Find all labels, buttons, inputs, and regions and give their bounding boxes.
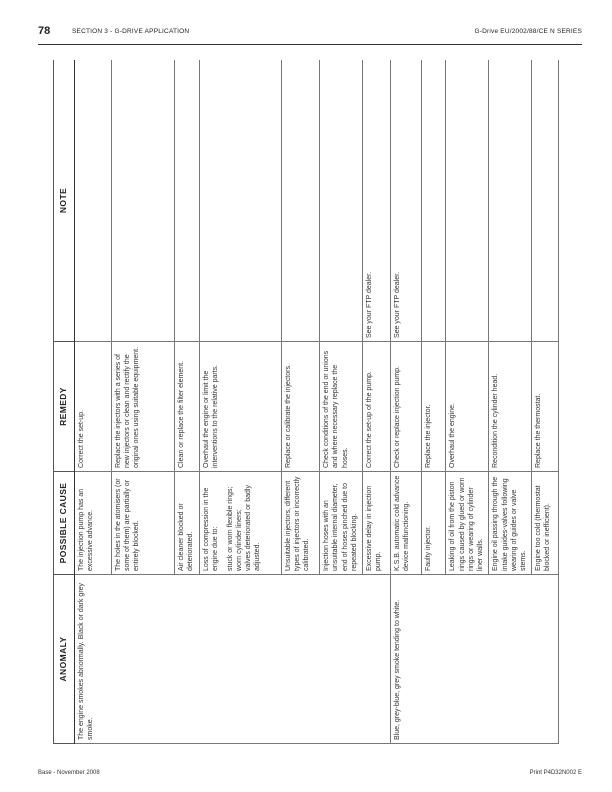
- cause-cell: Excessive delay in injection pump.: [362, 472, 391, 575]
- table-header-row: [54, 60, 75, 744]
- note-cell: [446, 60, 489, 342]
- cause-cell: Engine oil passing through the intake guides-valves following wearing of guides or valve stems.: [489, 472, 532, 575]
- remedy-cell: Overhaul the engine.: [446, 342, 489, 472]
- section-title: SECTION 3 - G-DRIVE APPLICATION: [72, 28, 190, 35]
- anomaly-cell: Blue, grey-blue, grey smoke tending to white.: [391, 575, 559, 744]
- remedy-cell: Replace or calibrate the injectors.: [281, 342, 320, 472]
- header-rule: [38, 44, 582, 45]
- footer-print-code: Print P4D32N002 E: [529, 770, 582, 776]
- cause-subitem: stuck or worn flexible rings;: [226, 486, 234, 571]
- remedy-cell: Recondition the cylinder head.: [489, 342, 532, 472]
- remedy-cell: Overhaul the engine or limit the interventions to the relative parts.: [199, 342, 281, 472]
- remedy-cell: Replace the thermostat.: [532, 342, 559, 472]
- note-cell: [75, 60, 112, 342]
- cause-cell: Engine too cold (thermostat blocked or inefficient).: [532, 472, 559, 575]
- note-cell: [320, 60, 362, 342]
- cause-cell: K.S.B. automatic cold advance device malfunctioning.: [391, 472, 422, 575]
- note-cell: [111, 60, 174, 342]
- cause-cell: Faulty injector.: [421, 472, 446, 575]
- remedy-cell: Check conditions of the end or unions and where necessary replace the hoses.: [320, 342, 362, 472]
- footer-edition: Base - November 2008: [38, 770, 100, 776]
- cause-cell: Air cleaner blocked or deteriorated.: [175, 472, 200, 575]
- column-header-possible-cause: POSSIBLE CAUSE: [54, 472, 75, 575]
- remedy-cell: Replace the injectors with a series of new injectors or clean and rectify the original ones using suitable equipment.: [111, 342, 174, 472]
- note-cell: [199, 60, 281, 342]
- note-cell: [532, 60, 559, 342]
- anomaly-cell: The engine smokes abnormally. Black or dark grey smoke.: [75, 575, 391, 744]
- column-header-anomaly: ANOMALY: [54, 575, 75, 744]
- rotated-table-wrapper: [53, 60, 559, 744]
- cause-cell: The holes in the atomisers (or some of them) are partially or entirely blocked.: [111, 472, 174, 575]
- page-number: 78: [38, 25, 51, 37]
- cause-cell: Leaking of oil from the piston rings caused by glued or worn rings or wearing of cylinder liner walls.: [446, 472, 489, 575]
- cause-cell: The injection pump has an excessive advance.: [75, 472, 112, 575]
- table-row: [75, 60, 112, 744]
- table-row: [391, 60, 422, 744]
- cause-cell: Injection hoses with an unsuitable internal diameter, end of hoses pinched due to repeated blocking.: [320, 472, 362, 575]
- series-title: G-Drive EU/2002/88/CE N SERIES: [474, 28, 582, 35]
- remedy-cell: Correct the set-up of the pump.: [362, 342, 391, 472]
- cause-subitem: worn cylinder liners;: [236, 509, 243, 571]
- note-cell: See your FTP dealer.: [391, 60, 422, 342]
- note-cell: [281, 60, 320, 342]
- note-cell: [421, 60, 446, 342]
- note-cell: [489, 60, 532, 342]
- column-header-note: NOTE: [54, 60, 75, 342]
- cause-subitem: valves deteriorated or badly adjusted.: [245, 485, 262, 571]
- remedy-cell: Correct the set-up.: [75, 342, 112, 472]
- remedy-cell: Check or replace injection pump.: [391, 342, 422, 472]
- troubleshooting-table: [53, 60, 559, 744]
- cause-cell: Unsuitable injectors, different types of injectors or incorrectly calibrated.: [281, 472, 320, 575]
- note-cell: See your FTP dealer.: [362, 60, 391, 342]
- cause-text: Loss of compression in the engine due to:: [202, 487, 219, 571]
- remedy-cell: Replace the injector.: [421, 342, 446, 472]
- troubleshooting-table-frame: [53, 60, 559, 744]
- remedy-cell: Clean or replace the filter element.: [175, 342, 200, 472]
- note-cell: [175, 60, 200, 342]
- column-header-remedy: REMEDY: [54, 342, 75, 472]
- page-header: [38, 24, 582, 40]
- cause-cell: [199, 472, 281, 575]
